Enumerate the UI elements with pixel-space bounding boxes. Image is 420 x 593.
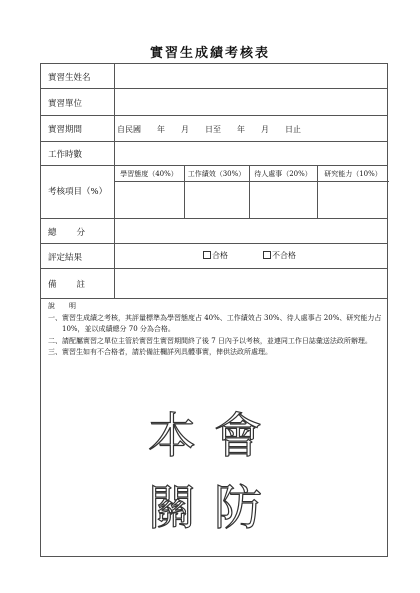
remark-label: 備 註	[48, 280, 87, 290]
note-number: 三、	[48, 348, 62, 356]
total-score-label: 總 分	[48, 228, 87, 238]
work-hours-label: 工作時數	[48, 150, 83, 160]
row-divider	[41, 268, 387, 269]
note-number: 二、	[48, 336, 62, 345]
note-text: 請配屬實習之單位主管於實習生實習期間終了後 7 日內予以考核，並連同工作日誌彙送法政所辦理。	[62, 336, 372, 345]
pass-option[interactable]	[203, 250, 228, 261]
row-divider	[41, 141, 387, 142]
fail-label: 不合格	[272, 251, 296, 260]
form-title: 實習生成績考核表	[149, 46, 270, 61]
item-interpersonal: 待人處事（20%）	[254, 170, 312, 178]
intern-unit-label: 實習單位	[48, 99, 83, 109]
items-header-divider	[114, 181, 389, 182]
notes-section	[48, 301, 383, 359]
note-number: 一、	[48, 313, 62, 322]
note-text: 實習生如有不合格者，請於備註欄詳列具體事實，俾供法政所處理。	[62, 348, 272, 356]
note-item	[48, 313, 383, 336]
intern-name-label: 實習生姓名	[48, 73, 91, 83]
official-seal-line1: 本會	[147, 408, 280, 464]
note-item	[48, 336, 383, 348]
item-learning-attitude: 學習態度（40%）	[120, 170, 178, 178]
notes-heading: 說 明	[48, 302, 76, 310]
note-text: 實習生成績之考核，其評量標準為學習態度占 40%、工作績效占 30%、待人處事占 20%、研究能力占 10%，並以成績總分 70 分為合格。	[62, 313, 382, 333]
pass-checkbox[interactable]	[203, 251, 211, 259]
fail-checkbox[interactable]	[263, 251, 271, 259]
evaluation-items-label: 考核項目（%）	[48, 187, 108, 197]
evaluation-form-table	[40, 63, 388, 557]
item-work-performance: 工作績效（30%）	[187, 170, 246, 178]
row-divider	[41, 88, 387, 89]
row-divider	[41, 115, 387, 116]
pass-label: 合格	[212, 251, 228, 260]
intern-period-label: 實習期間	[48, 125, 83, 135]
row-divider	[41, 243, 387, 244]
note-item	[48, 347, 383, 359]
official-seal-line2: 關防	[147, 480, 280, 536]
row-divider	[41, 298, 387, 299]
row-divider	[41, 218, 387, 219]
result-label: 評定結果	[48, 253, 83, 263]
label-column-divider	[114, 64, 115, 298]
row-divider	[41, 165, 387, 166]
intern-period-value: 自民國 年 月 日至 年 月 日止	[117, 125, 301, 134]
fail-option[interactable]	[263, 250, 296, 261]
item-research-ability: 研究能力（10%）	[324, 170, 382, 178]
